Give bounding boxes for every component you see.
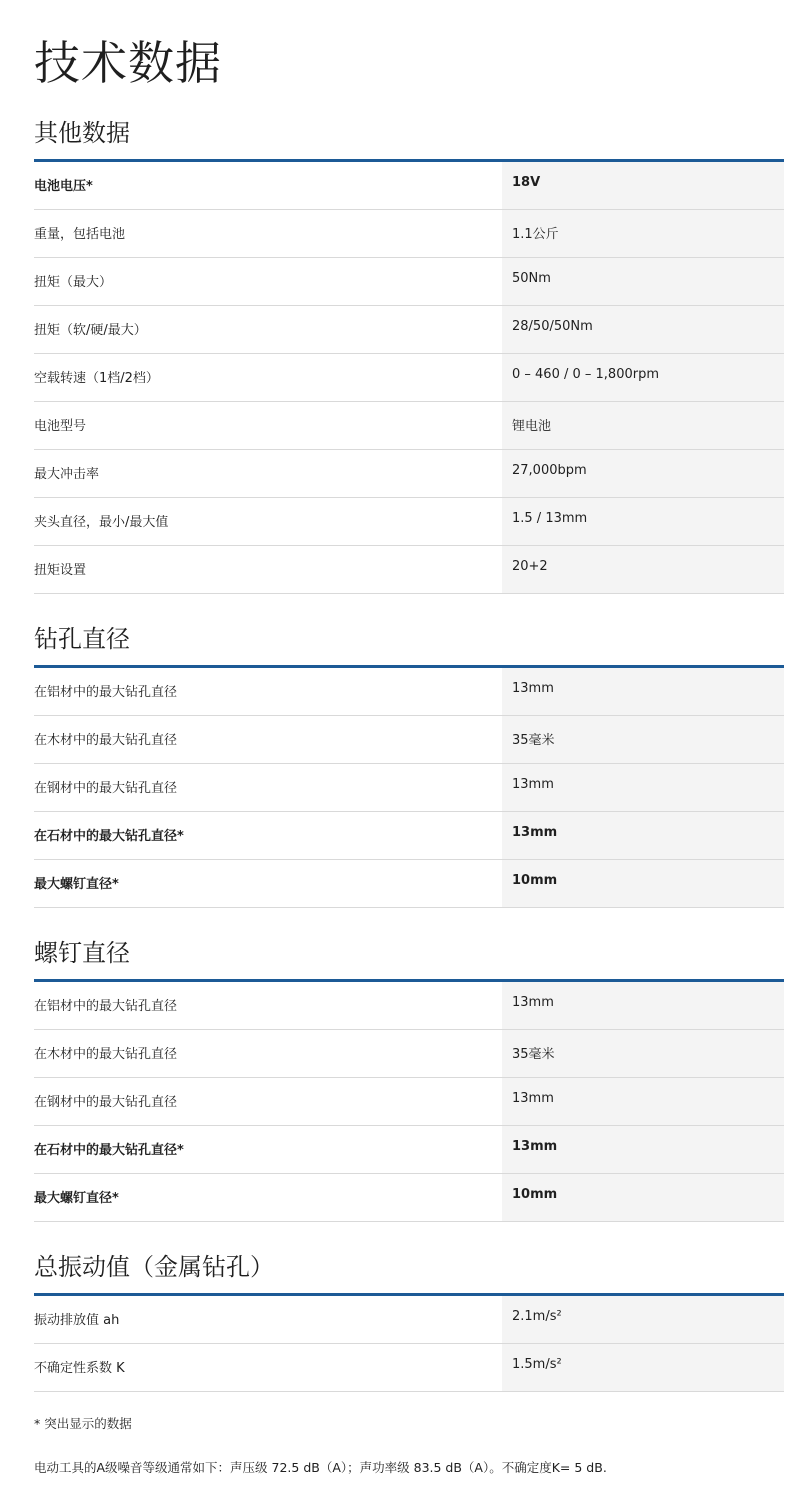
spec-label: 最大螺钉直径* xyxy=(34,877,119,892)
spec-section xyxy=(34,118,784,594)
section-gap xyxy=(34,908,784,938)
spec-row xyxy=(34,306,784,354)
section-title: 其他数据 xyxy=(34,119,130,147)
spec-section xyxy=(34,624,784,908)
section-title: 总振动值（金属钻孔） xyxy=(34,1253,274,1281)
spec-label: 扭矩（软/硬/最大） xyxy=(34,323,147,338)
spec-label: 在石材中的最大钻孔直径* xyxy=(34,829,184,844)
spec-row xyxy=(34,668,784,716)
spec-row xyxy=(34,1126,784,1174)
spec-value: 1.1公斤 xyxy=(502,210,784,257)
spec-row xyxy=(34,1174,784,1222)
spec-row xyxy=(34,1344,784,1392)
spec-value: 28/50/50Nm xyxy=(502,306,784,353)
spec-label: 在石材中的最大钻孔直径* xyxy=(34,1143,184,1158)
spec-row xyxy=(34,498,784,546)
spec-row xyxy=(34,716,784,764)
spec-label: 夹头直径，最小/最大值 xyxy=(34,515,169,530)
spec-label: 在铝材中的最大钻孔直径 xyxy=(34,999,178,1014)
spec-label: 在木材中的最大钻孔直径 xyxy=(34,733,178,748)
spec-label: 在钢材中的最大钻孔直径 xyxy=(34,1095,178,1110)
spec-value: 35毫米 xyxy=(502,716,784,763)
spec-label: 扭矩设置 xyxy=(34,563,87,578)
spec-section xyxy=(34,938,784,1222)
spec-row xyxy=(34,1030,784,1078)
spec-label: 在钢材中的最大钻孔直径 xyxy=(34,781,178,796)
spec-row xyxy=(34,764,784,812)
spec-row xyxy=(34,402,784,450)
page-title: 技术数据 xyxy=(34,36,222,90)
spec-value: 13mm xyxy=(502,982,784,1029)
spec-label: 电池型号 xyxy=(34,419,87,434)
spec-value: 35毫米 xyxy=(502,1030,784,1077)
section-title: 钻孔直径 xyxy=(34,625,130,653)
spec-row xyxy=(34,354,784,402)
spec-row xyxy=(34,812,784,860)
spec-value: 13mm xyxy=(502,1126,784,1173)
spec-row xyxy=(34,450,784,498)
spec-value: 2.1m/s² xyxy=(502,1296,784,1343)
spec-row xyxy=(34,258,784,306)
spec-row xyxy=(34,210,784,258)
spec-value: 13mm xyxy=(502,764,784,811)
spec-label: 重量，包括电池 xyxy=(34,227,126,242)
spec-label: 不确定性系数 K xyxy=(34,1361,125,1376)
spec-value: 13mm xyxy=(502,812,784,859)
spec-row xyxy=(34,162,784,210)
spec-label: 最大冲击率 xyxy=(34,467,100,482)
spec-row xyxy=(34,860,784,908)
sections-container xyxy=(34,118,784,1392)
section-gap xyxy=(34,594,784,624)
spec-value: 13mm xyxy=(502,668,784,715)
spec-value: 锂电池 xyxy=(502,402,784,449)
spec-row xyxy=(34,1296,784,1344)
spec-value: 10mm xyxy=(502,860,784,907)
spec-label: 空载转速（1档/2档） xyxy=(34,371,159,386)
spec-row xyxy=(34,546,784,594)
spec-row xyxy=(34,1078,784,1126)
spec-label: 振动排放值 ah xyxy=(34,1313,120,1328)
section-title: 螺钉直径 xyxy=(34,939,130,967)
section-gap xyxy=(34,1222,784,1252)
spec-value: 13mm xyxy=(502,1078,784,1125)
spec-label: 在木材中的最大钻孔直径 xyxy=(34,1047,178,1062)
spec-label: 在铝材中的最大钻孔直径 xyxy=(34,685,178,700)
noise-note: 电动工具的A级噪音等级通常如下：声压级 72.5 dB（A）；声功率级 83.5 dB（A）。不确定度K= 5 dB. xyxy=(34,1460,607,1475)
footnote: * 突出显示的数据 xyxy=(34,1416,132,1431)
spec-value: 50Nm xyxy=(502,258,784,305)
spec-value: 1.5 / 13mm xyxy=(502,498,784,545)
spec-label: 最大螺钉直径* xyxy=(34,1191,119,1206)
spec-value: 10mm xyxy=(502,1174,784,1221)
spec-value: 20+2 xyxy=(502,546,784,593)
spec-value: 0 – 460 / 0 – 1,800rpm xyxy=(502,354,784,401)
spec-section xyxy=(34,1252,784,1392)
spec-value: 1.5m/s² xyxy=(502,1344,784,1391)
spec-row xyxy=(34,982,784,1030)
spec-value: 18V xyxy=(502,162,784,209)
spec-value: 27,000bpm xyxy=(502,450,784,497)
spec-label: 电池电压* xyxy=(34,179,93,194)
spec-label: 扭矩（最大） xyxy=(34,275,113,290)
